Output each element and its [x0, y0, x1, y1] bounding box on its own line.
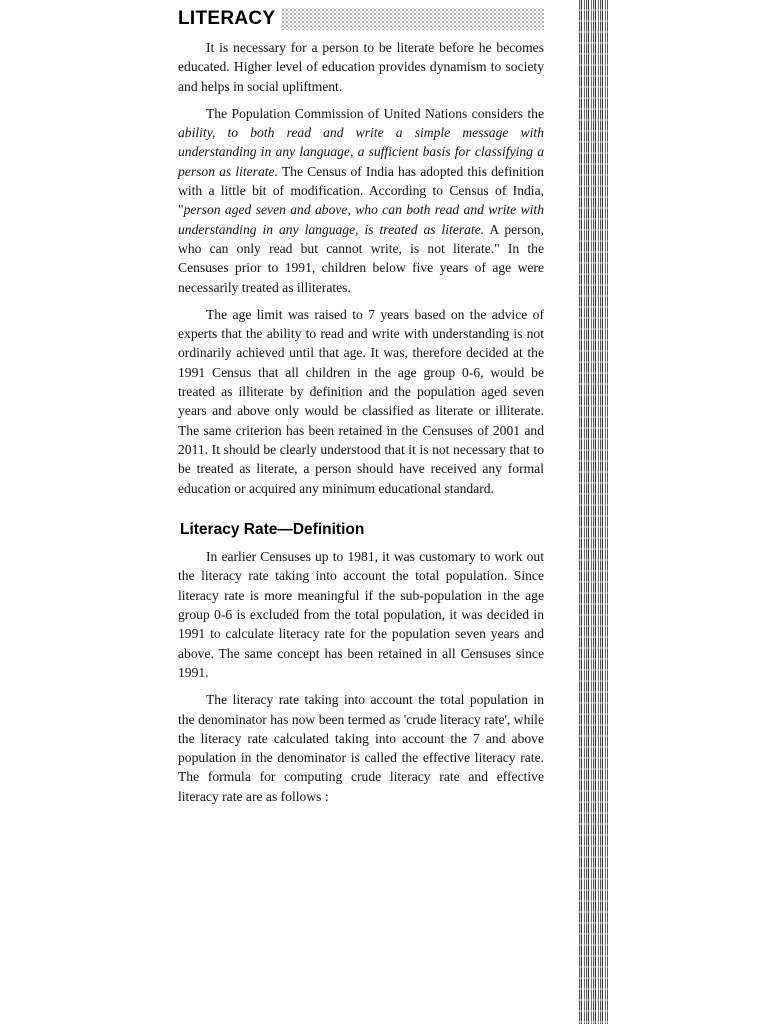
paragraph-4: In earlier Censuses up to 1981, it was customary to work out the literacy rate taking into account the total population. Since literacy rate is more meaningful if the sub-population in the age group 0-6 is excluded from the total population, it was decided in 1991 to calculate literacy rate for the population seven years and above. The same concept has been retained in all Censuses since 1991. [178, 549, 544, 680]
paragraph-2-part-e: A person, who can only read but cannot write, is not literate." In the Censuses prior to 1991, children below five years of age were necessarily treated as illiterates. [178, 221, 544, 295]
subheading-literacy-rate: Literacy Rate—Definition [180, 520, 365, 538]
un-definition-italic: ability, to both read and write a simple message with understanding in any language, a sufficient basis for classifying a person as literate. [178, 125, 544, 179]
paragraph-2-part-c: The Census of India has adopted this definition with a little bit of modification. According to Census of India, " [178, 163, 544, 218]
paragraph-2-part-a: The Population Commission of United Nations considers the [206, 105, 544, 121]
heading-row [178, 6, 544, 32]
text-column [178, 6, 544, 814]
paragraph-3: The age limit was raised to 7 years based on the advice of experts that the ability to read and write with understanding is not ordinarily achieved until that age. It was, therefore decided at the 1991 Census that all children in the age group 0-6, would be treated as illiterate by definition and the population aged seven years and above only would be classified as literate or illiterate. The same criterion has been retained in the Censuses of 2001 and 2011. It should be clearly understood that it is not necessary that to be treated as literate, a person should have received any formal education or acquired any minimum educational standard. [178, 306, 544, 496]
paragraph-2 [178, 104, 544, 297]
heading-halftone-band [281, 8, 544, 30]
section-heading: LITERACY [178, 8, 276, 30]
paragraph-5: The literacy rate taking into account the total population in the denominator has now been termed as 'crude literacy rate', while the literacy rate calculated taking into account the 7 and above population in the denominator is called the effective literacy rate. The formula for computing crude literacy rate and effective literacy rate are as follows : [178, 692, 544, 804]
left-margin [0, 0, 162, 1024]
paragraph-1: It is necessary for a person to be literate before he becomes educated. Higher level of education provides dynamism to society and helps in social upliftment. [178, 40, 544, 94]
book-binding-edge [578, 0, 608, 1024]
census-definition-italic: person aged seven and above, who can both read and write with understanding in any language, is treated as literate. [178, 202, 544, 237]
